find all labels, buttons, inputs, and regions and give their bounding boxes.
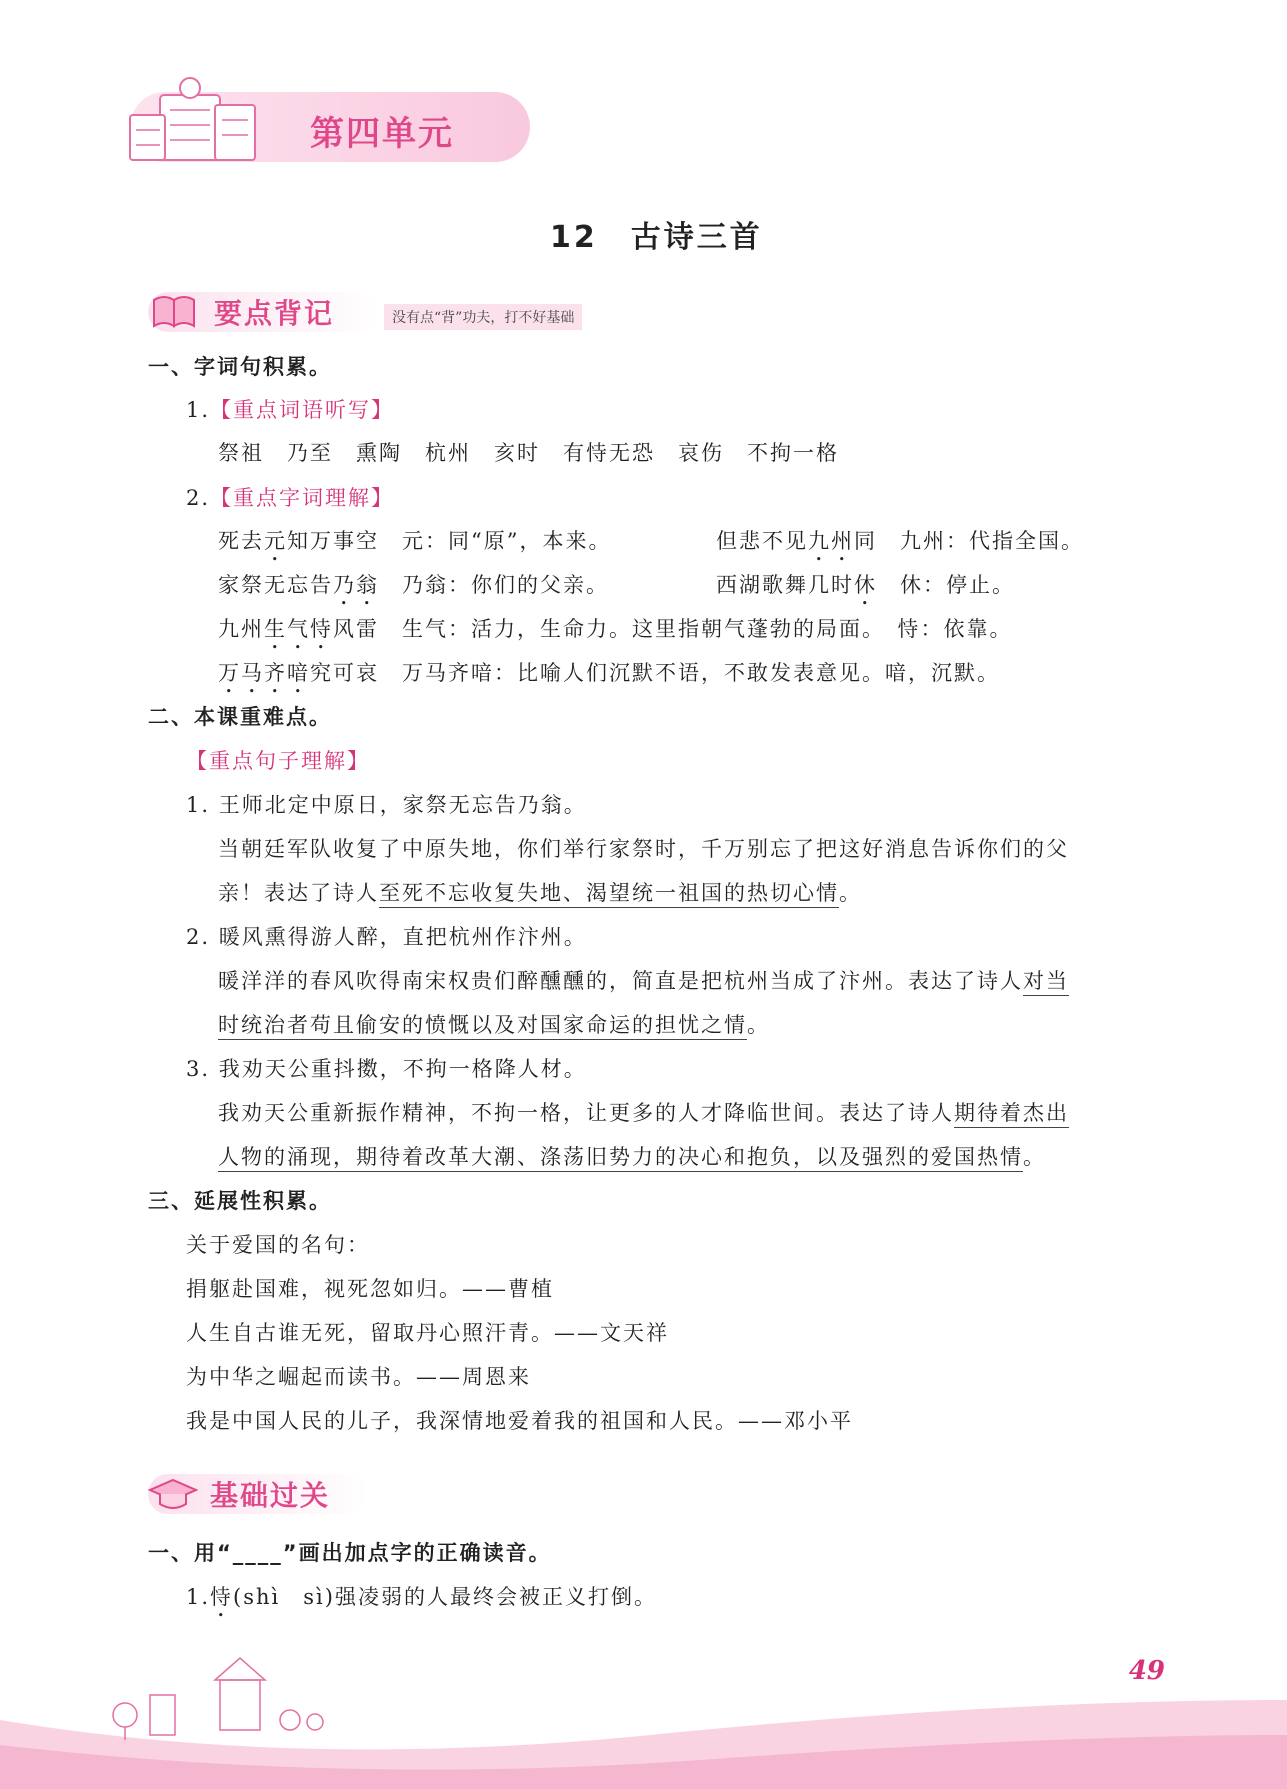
sentence-2-explanation-line1 xyxy=(218,966,1069,996)
text: 西湖歌舞几时 xyxy=(716,573,854,597)
sentence-3: 3. 我劝天公重抖擞，不拘一格降人材。 xyxy=(186,1057,587,1081)
section-title-key-points: 要点背记 xyxy=(214,297,335,330)
dotted-char: 恃 xyxy=(210,1585,234,1609)
underlined-text: 至死不忘收复失地、渴望统一祖国的热切心情 xyxy=(379,881,839,908)
text: 风雷 生气：活力，生命力。这里指朝气蓬勃的局面。 恃：依靠。 xyxy=(333,617,1013,641)
definition-row4 xyxy=(218,658,1000,698)
item2 xyxy=(186,483,394,513)
sentence-3-explanation-line1 xyxy=(218,1098,1069,1128)
unit-title: 第四单元 xyxy=(310,114,454,154)
quote-3: 为中华之崛起而读书。——周恩来 xyxy=(186,1365,531,1389)
sentence-2-explanation-line2 xyxy=(218,1010,770,1040)
exercise-question-1 xyxy=(186,1582,657,1622)
underlined-text: 期待着杰出 xyxy=(954,1101,1069,1128)
definition-row2-right xyxy=(716,570,1015,610)
item1-num: 1. xyxy=(186,398,211,422)
dotted-char: 万马齐喑 xyxy=(218,661,310,685)
graduation-cap-icon xyxy=(148,1474,198,1516)
quote-1: 捐躯赴国难，视死忽如归。——曹植 xyxy=(186,1277,554,1301)
question-text: (shì sì)强凌弱的人最终会被正义打倒。 xyxy=(233,1585,657,1609)
sentence-1: 1. 王师北定中原日，家祭无忘告乃翁。 xyxy=(186,793,587,817)
heading-part3: 三、延展性积累。 xyxy=(148,1189,332,1213)
lesson-title: 12 古诗三首 xyxy=(550,220,763,255)
sentence-1-explanation-line1: 当朝廷军队收复了中原失地，你们举行家祭时，千万别忘了把这好消息告诉你们的父 xyxy=(218,837,1069,861)
dotted-char: 九州 xyxy=(808,529,854,553)
text: 乃翁：你们的父亲。 xyxy=(379,573,609,597)
dotted-char: 休 xyxy=(854,573,877,597)
quotes-intro: 关于爱国的名句： xyxy=(186,1233,370,1257)
dotted-char: 乃翁 xyxy=(333,573,379,597)
text: 暖洋洋的春风吹得南宋权贵们醉醺醺的，简直是把杭州当成了汴州。表达了诗人 xyxy=(218,969,1023,993)
item1-label: 【重点词语听写】 xyxy=(210,398,395,422)
text: 休：停止。 xyxy=(877,573,1015,597)
text: 死去 xyxy=(218,529,264,553)
school-building-icon xyxy=(120,70,310,180)
definition-row1-right xyxy=(716,526,1084,566)
underlined-text: 时统治者苟且偷安的愤慨以及对国家命运的担忧之情 xyxy=(218,1013,747,1040)
sentence-2: 2. 暖风熏得游人醉，直把杭州作汴州。 xyxy=(186,925,587,949)
open-book-icon xyxy=(150,292,198,330)
item2-num: 2. xyxy=(186,486,211,510)
text: 亲！表达了诗人 xyxy=(218,881,379,905)
definition-row2-left xyxy=(218,570,609,610)
text: 。 xyxy=(1023,1145,1046,1169)
text: 九州 xyxy=(218,617,264,641)
text: 同 九州：代指全国。 xyxy=(854,529,1084,553)
heading-part1: 一、字词句积累。 xyxy=(148,355,332,379)
text: 家祭无忘告 xyxy=(218,573,333,597)
question-number: 1. xyxy=(186,1585,211,1609)
dotted-char: 元 xyxy=(264,529,287,553)
heading-part2: 二、本课重难点。 xyxy=(148,705,332,729)
text: 。 xyxy=(839,881,862,905)
dotted-char: 生气 xyxy=(264,617,310,641)
text: 但悲不见 xyxy=(716,529,808,553)
quote-2: 人生自古谁无死，留取丹心照汗青。——文天祥 xyxy=(186,1321,669,1345)
sentence-3-explanation-line2 xyxy=(218,1142,1046,1172)
dotted-char: 恃 xyxy=(310,617,333,641)
sentence-1-explanation-line2 xyxy=(218,878,862,908)
underlined-text: 对当 xyxy=(1023,969,1069,996)
definition-row3 xyxy=(218,614,1013,654)
page-number: 49 xyxy=(1128,1656,1165,1686)
underlined-text: 人物的涌现，期待着改革大潮、涤荡旧势力的决心和抱负，以及强烈的爱国热情 xyxy=(218,1145,1023,1172)
text: 究可哀 万马齐喑：比喻人们沉默不语，不敢发表意见。喑，沉默。 xyxy=(310,661,1000,685)
vocabulary-list: 祭祖 乃至 熏陶 杭州 亥时 有恃无恐 哀伤 不拘一格 xyxy=(218,441,839,465)
item1 xyxy=(186,395,394,425)
section-subtitle: 没有点“背”功夫，打不好基础 xyxy=(384,304,582,330)
text: 。 xyxy=(747,1013,770,1037)
exercise-heading: 一、用“____”画出加点字的正确读音。 xyxy=(148,1541,552,1565)
text: 知万事空 元：同“原”，本来。 xyxy=(287,529,612,553)
sentence-label: 【重点句子理解】 xyxy=(186,749,370,773)
quote-4: 我是中国人民的儿子，我深情地爱着我的祖国和人民。——邓小平 xyxy=(186,1409,853,1433)
section-title-basics: 基础过关 xyxy=(210,1479,331,1512)
definition-row1-left xyxy=(218,526,611,566)
text: 我劝天公重新振作精神，不拘一格，让更多的人才降临世间。表达了诗人 xyxy=(218,1101,954,1125)
town-illustration-icon xyxy=(100,1650,360,1740)
item2-label: 【重点字词理解】 xyxy=(210,486,395,510)
